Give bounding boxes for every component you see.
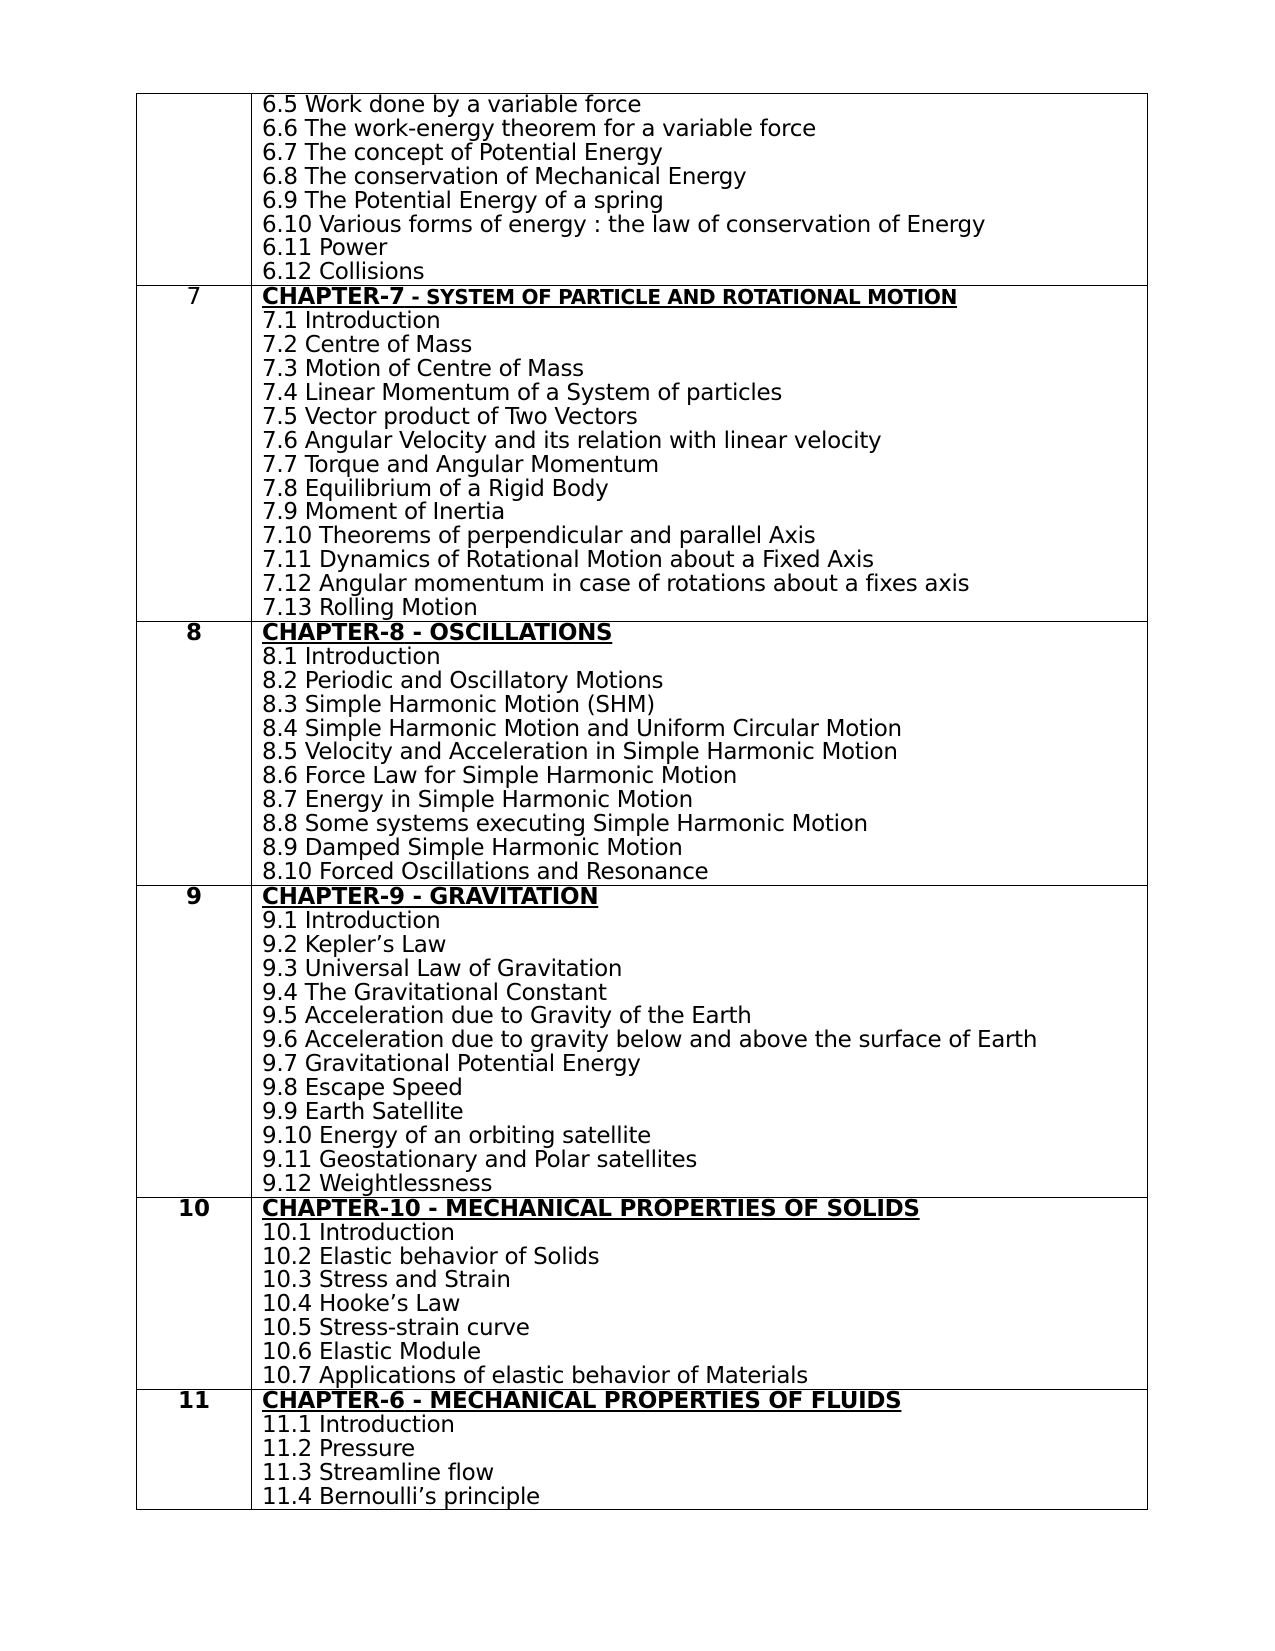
chapter-heading-prefix: CHAPTER-6 — [262, 1387, 405, 1414]
topic-item: 9.6 Acceleration due to gravity below and above the surface of Earth — [262, 1027, 1038, 1054]
topic-item: 7.4 Linear Momentum of a System of particles — [262, 379, 783, 406]
chapter-heading-title: - MECHANICAL PROPERTIES OF SOLIDS — [420, 1195, 920, 1222]
topic-item: 8.8 Some systems executing Simple Harmonic Motion — [262, 811, 868, 838]
chapter-topics — [252, 1389, 1148, 1510]
chapter-number: 10 — [137, 1197, 252, 1389]
chapter-number: 11 — [137, 1389, 252, 1510]
chapter-number: 9 — [137, 885, 252, 1197]
chapter-heading — [262, 619, 1147, 646]
topic-item: 9.5 Acceleration due to Gravity of the Earth — [262, 1003, 752, 1030]
topic-item: 7.12 Angular momentum in case of rotations about a fixes axis — [262, 571, 970, 598]
topic-item: 8.9 Damped Simple Harmonic Motion — [262, 835, 683, 862]
topic-item: 9.11 Geostationary and Polar satellites — [262, 1146, 698, 1173]
topic-item: 7.6 Angular Velocity and its relation with linear velocity — [262, 427, 882, 454]
topic-item: 6.12 Collisions — [262, 259, 425, 286]
topic-item: 10.3 Stress and Strain — [262, 1267, 511, 1294]
topic-item: 9.2 Kepler’s Law — [262, 931, 447, 958]
chapter-heading — [262, 286, 1147, 310]
topic-item: 7.13 Rolling Motion — [262, 595, 478, 622]
chapter-heading — [262, 883, 1147, 910]
chapter-number — [137, 94, 252, 286]
topic-item: 11.2 Pressure — [262, 1435, 415, 1462]
topic-item: 9.3 Universal Law of Gravitation — [262, 955, 623, 982]
chapter-heading-prefix: CHAPTER-8 — [262, 619, 405, 646]
topic-item: 7.7 Torque and Angular Momentum — [262, 451, 659, 478]
topic-item: 10.5 Stress-strain curve — [262, 1315, 530, 1342]
topic-item: 7.3 Motion of Centre of Mass — [262, 355, 584, 382]
topic-item: 11.3 Streamline flow — [262, 1459, 494, 1486]
chapter-heading-prefix: CHAPTER-10 — [262, 1195, 421, 1222]
chapter-topics — [252, 286, 1148, 622]
topic-item: 7.9 Moment of Inertia — [262, 499, 505, 526]
chapter-topics — [252, 94, 1148, 286]
topic-item: 8.6 Force Law for Simple Harmonic Motion — [262, 763, 738, 790]
topic-item: 10.1 Introduction — [262, 1219, 455, 1246]
topic-item: 9.9 Earth Satellite — [262, 1099, 464, 1126]
topic-item: 7.11 Dynamics of Rotational Motion about a Fixed Axis — [262, 547, 874, 574]
chapter-row — [137, 1197, 1148, 1389]
topic-item: 8.10 Forced Oscillations and Resonance — [262, 859, 709, 885]
topic-item: 10.7 Applications of elastic behavior of Materials — [262, 1363, 808, 1390]
topic-item: 8.7 Energy in Simple Harmonic Motion — [262, 787, 693, 814]
topic-item: 11.1 Introduction — [262, 1411, 455, 1438]
topic-item: 6.11 Power — [262, 235, 388, 262]
topic-item: 9.12 Weightlessness — [262, 1170, 493, 1197]
topic-item: 10.2 Elastic behavior of Solids — [262, 1243, 600, 1270]
chapter-heading — [262, 1387, 1147, 1414]
chapter-row — [137, 94, 1148, 286]
chapter-heading-title: - SYSTEM OF PARTICLE AND ROTATIONAL MOTION — [404, 285, 958, 310]
topic-item: 8.5 Velocity and Acceleration in Simple Harmonic Motion — [262, 739, 898, 766]
chapter-row — [137, 885, 1148, 1197]
topic-item: 7.10 Theorems of perpendicular and parallel Axis — [262, 523, 816, 550]
topic-item: 9.4 The Gravitational Constant — [262, 979, 607, 1006]
topic-item: 9.8 Escape Speed — [262, 1075, 463, 1102]
topic-item: 10.6 Elastic Module — [262, 1339, 481, 1366]
chapter-topics — [252, 621, 1148, 885]
topic-item: 11.4 Bernoulli’s principle — [262, 1483, 540, 1510]
chapter-heading-title: - OSCILLATIONS — [404, 619, 613, 646]
chapter-heading-title: - MECHANICAL PROPERTIES OF FLUIDS — [404, 1387, 902, 1414]
chapter-heading-prefix: CHAPTER-9 — [262, 883, 405, 910]
topic-item: 6.5 Work done by a variable force — [262, 92, 642, 118]
topic-item: 9.10 Energy of an orbiting satellite — [262, 1122, 652, 1149]
topic-item: 6.8 The conservation of Mechanical Energy — [262, 163, 747, 190]
topic-item: 8.3 Simple Harmonic Motion (SHM) — [262, 691, 655, 718]
topic-item: 7.1 Introduction — [262, 308, 441, 335]
topic-item: 6.6 The work-energy theorem for a variable force — [262, 115, 816, 142]
topic-item: 10.4 Hooke’s Law — [262, 1291, 461, 1318]
chapter-heading — [262, 1195, 1147, 1222]
chapter-topics — [252, 1197, 1148, 1389]
topic-item: 7.2 Centre of Mass — [262, 332, 473, 359]
topic-item: 7.5 Vector product of Two Vectors — [262, 403, 638, 430]
chapter-heading-title: - GRAVITATION — [404, 883, 599, 910]
chapter-number: 8 — [137, 621, 252, 885]
chapter-heading-prefix: CHAPTER-7 — [262, 284, 405, 311]
topic-item: 8.2 Periodic and Oscillatory Motions — [262, 667, 664, 694]
topic-item: 9.7 Gravitational Potential Energy — [262, 1051, 641, 1078]
topic-item: 7.8 Equilibrium of a Rigid Body — [262, 475, 609, 502]
topic-item: 9.1 Introduction — [262, 907, 441, 934]
chapter-topics — [252, 885, 1148, 1197]
topic-item: 8.4 Simple Harmonic Motion and Uniform Circular Motion — [262, 715, 902, 742]
topic-item: 6.10 Various forms of energy : the law of conservation of Energy — [262, 211, 986, 238]
chapter-row — [137, 1389, 1148, 1510]
chapter-row — [137, 286, 1148, 622]
syllabus-table — [136, 93, 1148, 1510]
topic-item: 8.1 Introduction — [262, 643, 441, 670]
chapter-row — [137, 621, 1148, 885]
syllabus-body — [137, 94, 1148, 1510]
chapter-number: 7 — [137, 286, 252, 622]
topic-item: 6.9 The Potential Energy of a spring — [262, 187, 664, 214]
topic-item: 6.7 The concept of Potential Energy — [262, 139, 663, 166]
